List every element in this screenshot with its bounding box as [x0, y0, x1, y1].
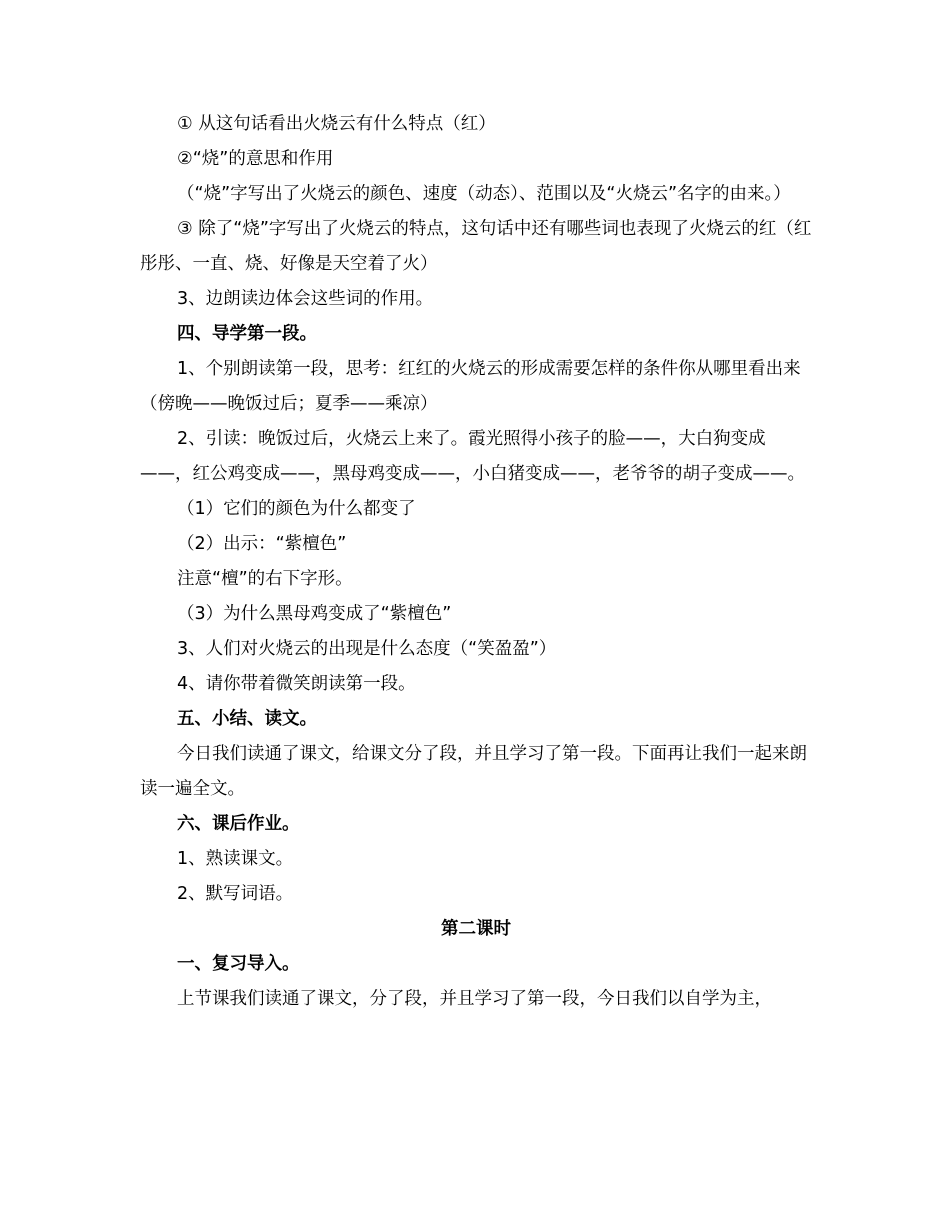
paragraph-4-1: 1、个别朗读第一段，思考：红红的火烧云的形成需要怎样的条件你从哪里看出来（傍晚——晚饭过后；夏季——乘凉） [140, 359, 801, 414]
paragraph-4-2-1: （1）它们的颜色为什么都变了 [177, 499, 416, 519]
paragraph-4-2: 2、引读：晚饭过后，火烧云上来了。霞光照得小孩子的脸——，大白狗变成——，红公鸡变成——，黑母鸡变成——，小白猪变成——，老爷爷的胡子变成——。 [140, 429, 805, 484]
paragraph-6-2: 2、默写词语。 [177, 884, 294, 904]
paragraph-q2-answer: （“烧”字写出了火烧云的颜色、速度（动态）、范围以及“火烧云”名字的由来。） [177, 184, 791, 204]
paragraph-q2: ②“烧”的意思和作用 [177, 149, 334, 169]
paragraph-4-note: 注意“檀”的右下字形。 [177, 569, 353, 589]
paragraph-5-summary: 今日我们读通了课文，给课文分了段，并且学习了第一段。下面再让我们一起来朗读一遍全文。 [140, 744, 807, 799]
paragraph-4-2-3: （3）为什么黑母鸡变成了“紫檀色” [177, 604, 452, 624]
paragraph-4-4: 4、请你带着微笑朗读第一段。 [177, 674, 416, 694]
paragraph-q3: ③ 除了“烧”字写出了火烧云的特点，这句话中还有哪些词也表现了火烧云的红（红彤彤、一直、烧、好像是天空着了火） [140, 219, 812, 274]
section-heading-review: 一、复习导入。 [177, 954, 300, 974]
paragraph-review-intro: 上节课我们读通了课文，分了段，并且学习了第一段，今日我们以自学为主， [177, 989, 772, 1009]
paragraph-q1: ① 从这句话看出火烧云有什么特点（红） [177, 114, 496, 134]
section-heading-6: 六、课后作业。 [177, 814, 300, 834]
lesson-title-second: 第二课时 [441, 919, 511, 939]
paragraph-4-3: 3、人们对火烧云的出现是什么态度（“笑盈盈”） [177, 639, 557, 659]
paragraph-step-3: 3、边朗读边体会这些词的作用。 [177, 289, 434, 309]
section-heading-4: 四、导学第一段。 [177, 324, 317, 344]
paragraph-6-1: 1、熟读课文。 [177, 849, 294, 869]
section-heading-5: 五、小结、读文。 [177, 709, 317, 729]
document-body [140, 107, 812, 1017]
paragraph-4-2-2: （2）出示：“紫檀色” [177, 534, 347, 554]
